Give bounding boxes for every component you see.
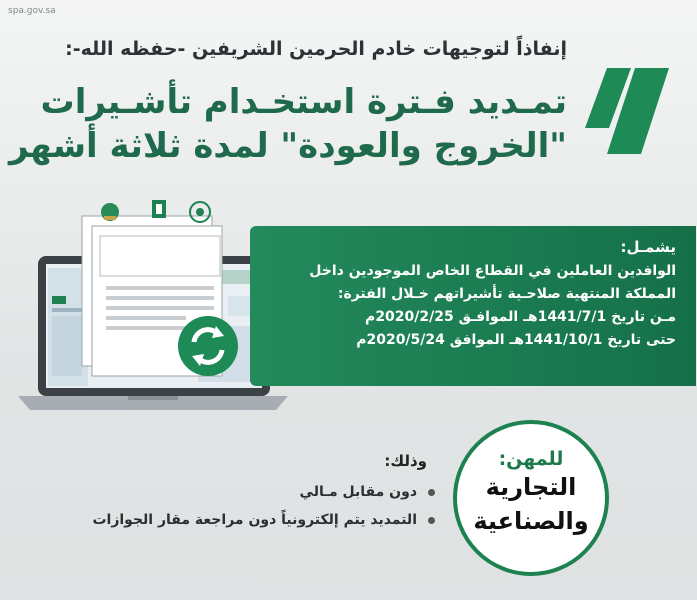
quote-mark-icon	[579, 68, 669, 154]
professions-label: للمهن:	[498, 448, 564, 470]
list-item: التمديد يتم إلكترونياً دون مراجعة مقار الجوازات	[15, 506, 435, 534]
laptop-illustration	[18, 196, 288, 428]
title-line-2: "الخروج والعودة" لمدة ثلاثة أشهر	[9, 126, 567, 166]
header-subtitle: إنفاذاً لتوجيهات خادم الحرمين الشريفين -حفظه الله-:	[65, 38, 567, 60]
professions-badge	[453, 420, 609, 576]
professions-line-1: التجارية	[485, 473, 577, 501]
panel-line-2: المملكة المنتهية صلاحـية تأشيراتهم خـلال الفترة:	[337, 286, 676, 302]
panel-line-4: حتى تاريخ 1441/10/1هـ الموافق 2020/5/24م	[356, 332, 676, 348]
info-panel	[250, 226, 696, 386]
title-line-1: تمـديد فـترة استخـدام تأشـيرات	[40, 82, 567, 122]
refresh-icon	[178, 316, 238, 376]
professions-line-2: والصناعية	[473, 507, 589, 535]
spa-watermark: spa.gov.sa	[8, 6, 56, 16]
panel-line-3: مـن تاريخ 1441/7/1هـ الموافـق 2020/2/25م	[365, 309, 676, 325]
panel-line-1: الوافدين العاملين في القطاع الخاص الموجودين داخل	[309, 263, 676, 279]
header-title	[7, 80, 567, 168]
also-list	[15, 478, 435, 534]
includes-label: يشمـل:	[620, 238, 676, 256]
also-label: وذلك:	[384, 452, 427, 470]
list-item: دون مقابل مـالي	[15, 478, 435, 506]
